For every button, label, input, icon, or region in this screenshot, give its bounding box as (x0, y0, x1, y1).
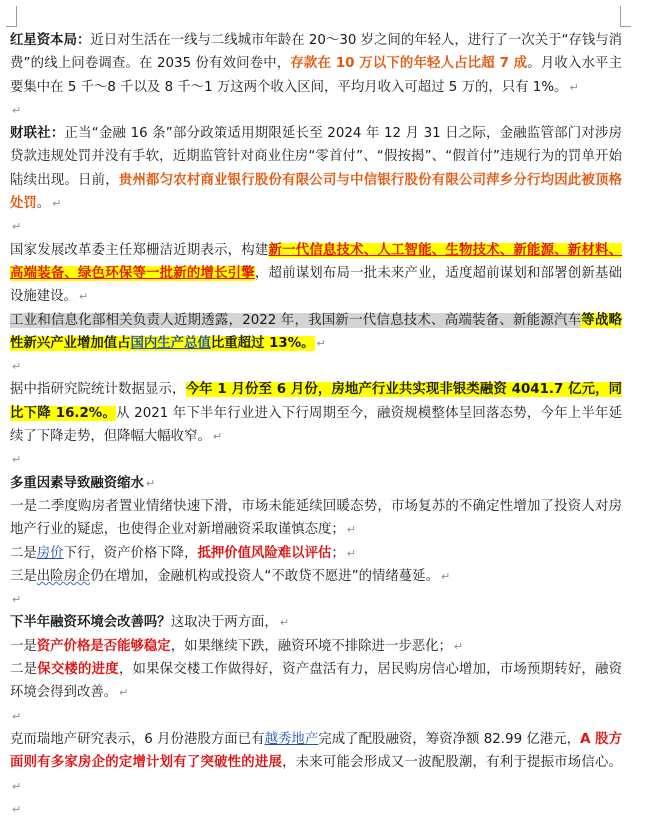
paragraph (10, 122, 622, 215)
paragraph (10, 565, 622, 588)
text-run: 完成了配股融资，筹资净额 82.99 亿港元， (318, 731, 581, 747)
text-run: ，未来可能会形成又一波配股潮，有利于提振市场信心。 (282, 755, 622, 771)
text-run: 出险房企 (36, 568, 91, 584)
paragraph-mark-icon: ↵ (145, 476, 156, 490)
empty-paragraph (10, 355, 622, 378)
text-run[interactable]: 越秀地产 (264, 731, 319, 747)
text-run: 一是 (10, 638, 37, 654)
text-run: 比重超过 13%。 (210, 335, 315, 351)
paragraph-mark-icon: ↵ (453, 639, 464, 653)
text-run: 正当“金融 16 条”部分政策适用期限延长至 2024 年 12 月 31 日之际，金融监管部门对涉房贷款违规处罚并没有手软，近期监管针对商业住房“零首付”、“假按揭”、“假首付”违规行为的罚单开始陆续出现。日前， (10, 126, 623, 188)
text-run[interactable]: 房价 (36, 545, 64, 561)
text-run: 近日对生活在一线与二线城市年龄在 20～30 岁之间的年轻人，进行了一次关于“存钱与消费”的线上问卷调查。在 2035 份有效问卷中， (10, 33, 623, 72)
text-run: 下行，资产价格下降， (63, 545, 198, 561)
text-run: 。 (36, 196, 51, 212)
text-run: 一是二季度购房者置业情绪快速下滑，市场未能延续回暖态势，市场复苏的不确定性增加了投资人对房地产行业的疑虑，也使得企业对新增融资采取谨慎态度； (10, 498, 622, 538)
paragraph (10, 728, 622, 798)
text-run: 据中指研究院统计数据显示， (10, 382, 186, 398)
text-run: ，如果继续下跌，融资环境不排除进一步恶化； (170, 638, 452, 654)
paragraph-mark-icon: ↵ (346, 523, 356, 537)
paragraph (10, 495, 622, 542)
paragraph-mark-icon: ↵ (12, 453, 22, 467)
text-run: A 股方面则有多家房企的定增计划有了突破性的进展 (10, 731, 622, 771)
paragraph (10, 611, 622, 634)
text-run: 资产价格是否能够稳定 (36, 638, 171, 654)
text-run: 等战略性新兴产业增加值占 (10, 312, 622, 351)
text-run: 这取决于两方面， (170, 615, 278, 631)
text-run: 财联社： (10, 126, 65, 142)
paragraph (10, 635, 622, 658)
paragraph-mark-icon: ↵ (12, 103, 22, 117)
empty-paragraph (10, 215, 622, 238)
text-run: 今年 1 月份至 6 月份，房地产行业共实现非银类融资 4041.7 亿元，同比下降 16.2%。 (10, 382, 623, 421)
paragraph (10, 309, 622, 356)
empty-paragraph (10, 705, 622, 728)
text-run: ，如果保交楼工作做得好，资产盘活有力，居民购房信心增加，市场预期转好，融资环境会得到改善。 (10, 662, 623, 701)
paragraph-mark-icon: ↵ (569, 80, 579, 94)
paragraph-mark-icon: ↵ (440, 569, 451, 583)
paragraph (10, 658, 622, 705)
page-corner-mark-left (6, 6, 17, 27)
text-run: 二是 (10, 662, 38, 678)
text-run: 从 2021 年下半年行业进入下行周期至今，融资规模整体呈回落态势，今年上半年延续了下降走势，但降幅大幅收窄。 (10, 405, 622, 445)
text-run: 下半年融资环境会改善吗？ (10, 615, 171, 631)
text-run: 工业和信息化部相关负责人近期透露，2022 年，我国新一代信息技术、高端装备、新能源汽车 (10, 312, 582, 328)
paragraph-mark-icon: ↵ (12, 802, 22, 816)
text-run: 保交楼的进度 (37, 662, 119, 678)
paragraph-mark-icon: ↵ (12, 779, 22, 793)
empty-paragraph (10, 798, 622, 821)
paragraph-mark-icon: ↵ (12, 709, 22, 723)
paragraph-mark-icon: ↵ (12, 220, 22, 234)
text-run: 克而瑞地产研究表示，6 月份港股方面已有 (10, 731, 265, 747)
paragraph-mark-icon: ↵ (279, 616, 290, 630)
text-run: 仍在增加，金融机构或投资人“不敢贷不愿进”的情绪蔓延。 (90, 568, 439, 584)
text-run: 红星资本局： (10, 33, 91, 48)
text-run: 二是 (10, 545, 37, 561)
empty-paragraph (10, 448, 622, 471)
paragraph-mark-icon: ↵ (12, 593, 22, 607)
paragraph-mark-icon: ↵ (119, 686, 129, 700)
text-run: 存款在 10 万以下的年轻人占比超 7 成 (290, 56, 528, 72)
text-run: 三是 (10, 568, 37, 584)
text-run: 。月收入水平主要集中在 5 千～8 千以及 8 千～1 万这两个收入区间，平均月收入可超过 5 万的，只有 1%。 (10, 56, 622, 95)
paragraph (10, 378, 622, 448)
text-run: 贵州都匀农村商业银行股份有限公司与中信银行股份有限公司萍乡分行均因此被顶格处罚 (10, 172, 623, 212)
paragraph (10, 472, 622, 495)
paragraph (10, 542, 622, 565)
text-run: 新一代信息技术、人工智能、生物技术、新能源、新材料、高端装备、绿色环保等一批新的增长引擎 (10, 242, 623, 281)
paragraph-mark-icon: ↵ (78, 290, 89, 304)
page-corner-mark-right (620, 6, 631, 27)
empty-paragraph (10, 588, 622, 611)
text-run: ； (331, 545, 345, 561)
paragraph-mark-icon: ↵ (346, 546, 356, 560)
paragraph (10, 239, 622, 309)
text-run: 多重因素导致融资缩水 (10, 475, 144, 491)
text-run: ，超前谋划布局一批未来产业，适度超前谋划和部署创新基础设施建设。 (10, 265, 623, 305)
paragraph-mark-icon: ↵ (212, 430, 223, 444)
text-run[interactable]: 国内生产总值 (130, 335, 211, 351)
text-run: 国家发展改革委主任郑栅洁近期表示，构建 (10, 242, 269, 258)
paragraph-mark-icon: ↵ (316, 336, 326, 350)
paragraph-mark-icon: ↵ (12, 360, 22, 374)
paragraph (10, 29, 622, 99)
text-run: 抵押价值风险难以评估 (197, 545, 332, 561)
paragraph-mark-icon: ↵ (52, 197, 62, 211)
empty-paragraph (10, 99, 622, 122)
document-body[interactable] (10, 29, 622, 821)
